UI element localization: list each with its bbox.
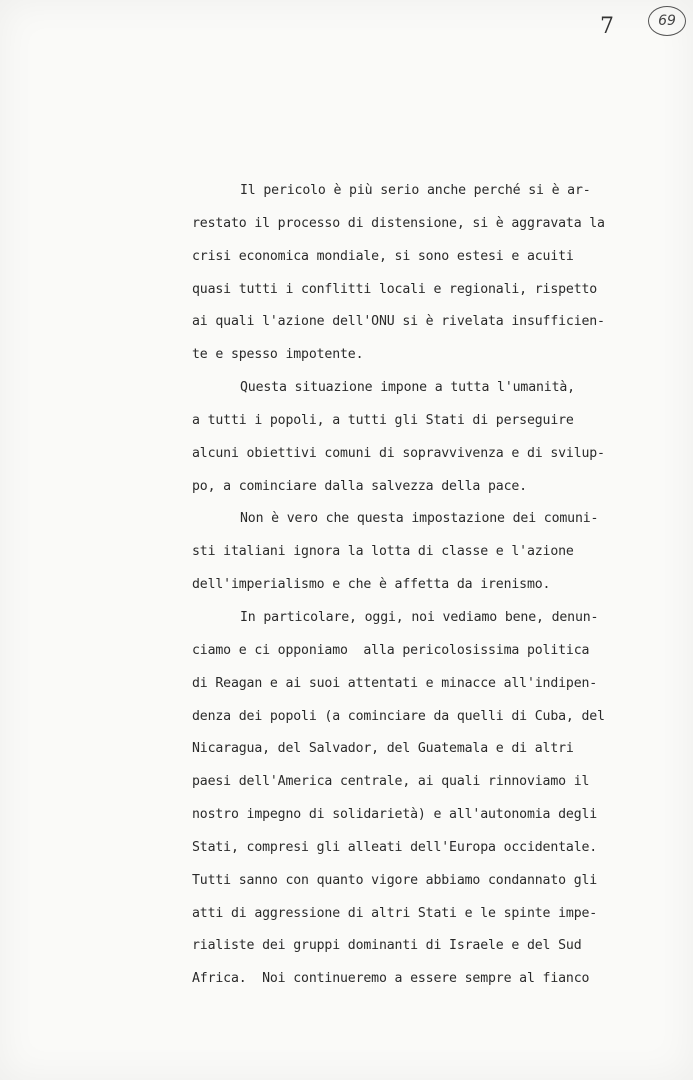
text-line: dell'imperialismo e che è affetta da irenismo.: [192, 577, 551, 593]
body-text: [192, 177, 605, 998]
text-line: Il pericolo è più serio anche perché si è ar-: [240, 183, 591, 198]
text-line: atti di aggressione di altri Stati e le spinte impe-: [192, 905, 598, 921]
text-line: nostro impegno di solidarietà) e all'autonomia degli: [192, 807, 598, 823]
text-line: ciamo e ci opponiamo alla pericolosissima politica: [192, 642, 590, 658]
handwritten-mark: 7: [600, 14, 614, 39]
text-line: di Reagan e ai suoi attentati e minacce all'indipen-: [192, 675, 598, 691]
text-line: a tutti i popoli, a tutti gli Stati di perseguire: [192, 412, 574, 428]
text-line: sti italiani ignora la lotta di classe e l'azione: [192, 544, 574, 560]
text-line: Tutti sanno con quanto vigore abbiamo condannato gli: [192, 872, 598, 888]
page-number-stamp: 69: [648, 6, 686, 36]
text-line: ai quali l'azione dell'ONU si è rivelata insufficien-: [192, 314, 605, 330]
text-line: alcuni obiettivi comuni di sopravvivenza e di svilup-: [192, 445, 605, 461]
text-line: Non è vero che questa impostazione dei comuni-: [240, 511, 599, 527]
text-line: Nicaragua, del Salvador, del Guatemala e di altri: [192, 741, 574, 757]
text-line: quasi tutti i conflitti locali e regionali, rispetto: [192, 281, 598, 297]
text-line: Stati, compresi gli alleati dell'Europa occidentale.: [192, 839, 598, 855]
text-line: Questa situazione impone a tutta l'umanità,: [240, 380, 575, 396]
text-line: denza dei popoli (a cominciare da quelli di Cuba, del: [192, 708, 605, 724]
text-line: te e spesso impotente.: [192, 347, 364, 363]
text-line: restato il processo di distensione, si è aggravata la: [192, 215, 605, 231]
text-line: rialiste dei gruppi dominanti di Israele e del Sud: [192, 938, 582, 954]
text-line: po, a cominciare dalla salvezza della pace.: [192, 478, 527, 494]
text-line: paesi dell'America centrale, ai quali rinnoviamo il: [192, 774, 590, 790]
text-line: Africa. Noi continueremo a essere sempre al fianco: [192, 971, 590, 987]
text-line: In particolare, oggi, noi vediamo bene, denun-: [240, 609, 599, 625]
text-line: crisi economica mondiale, si sono estesi e acuiti: [192, 248, 574, 264]
